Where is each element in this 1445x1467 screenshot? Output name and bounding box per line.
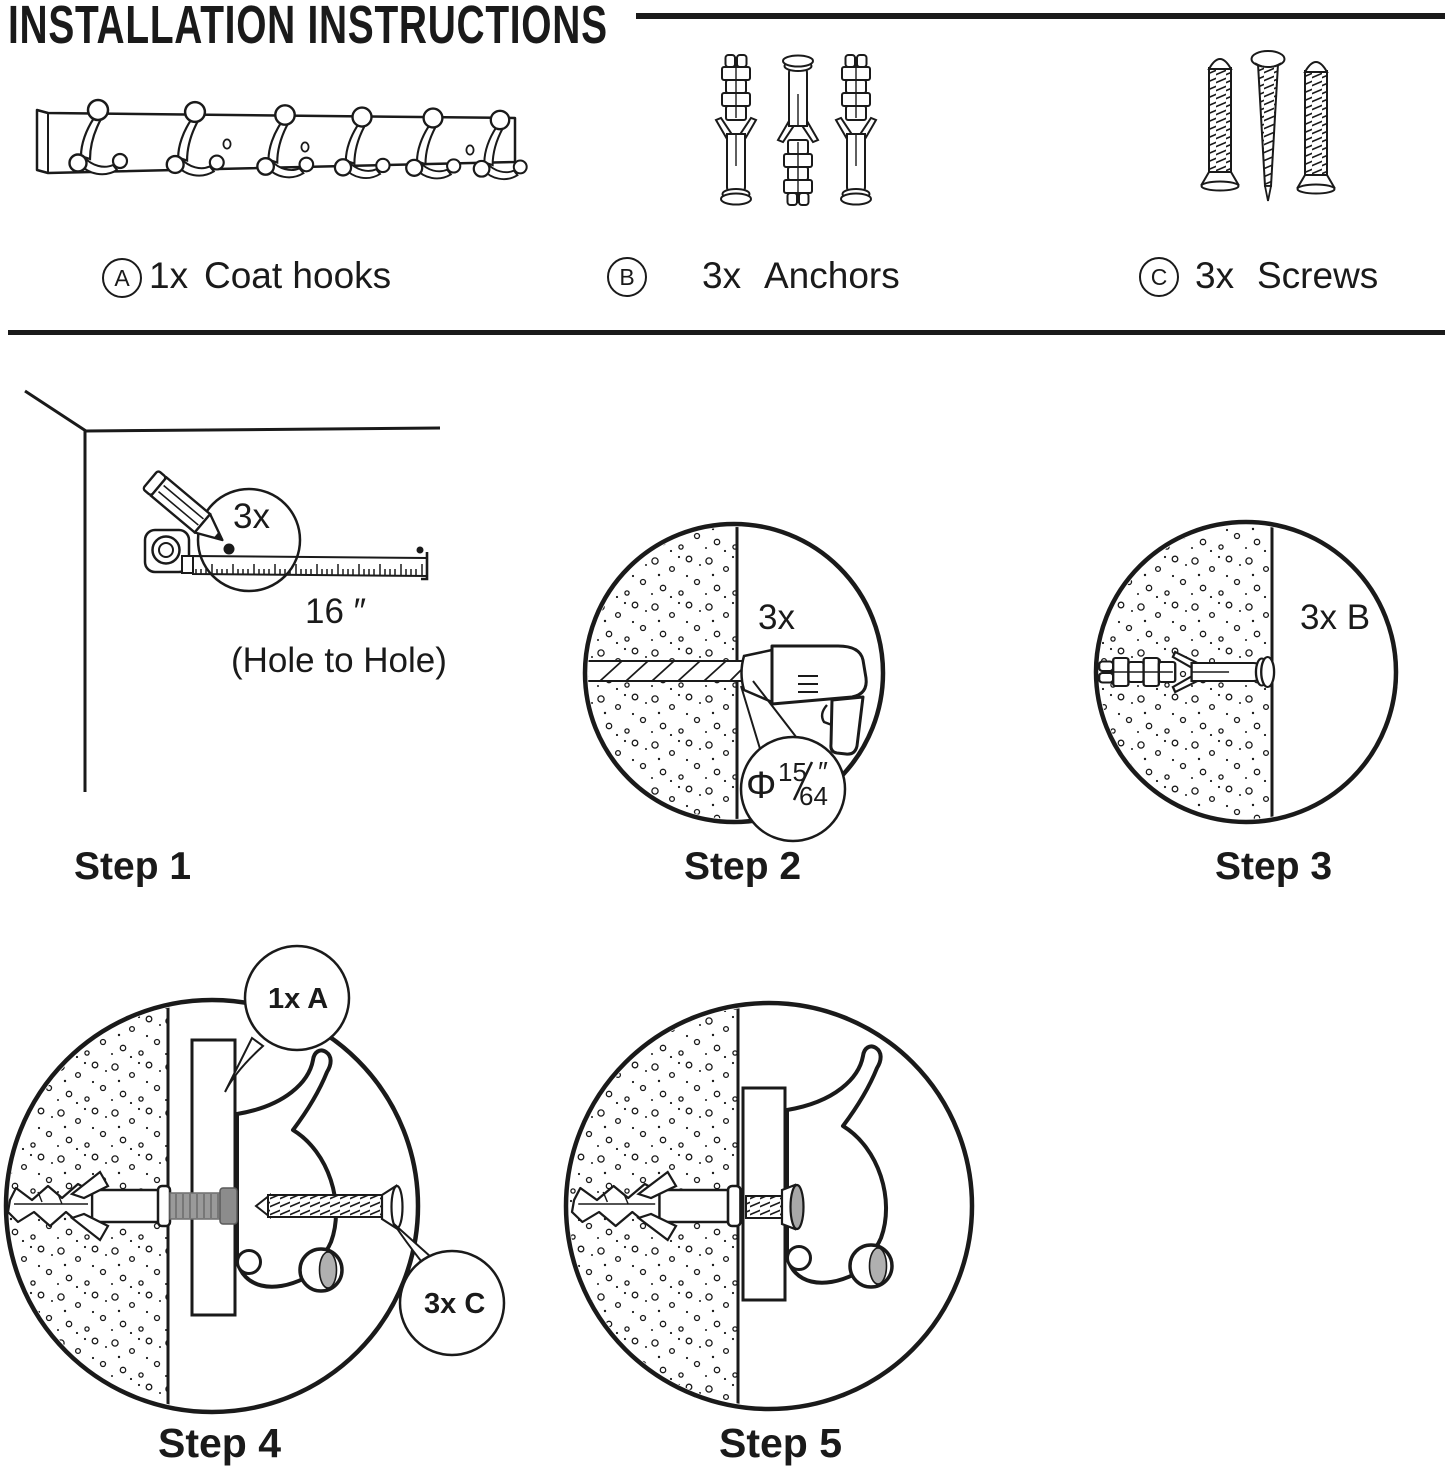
hook-cross-section [237, 1050, 342, 1291]
step2-label: Step 2 [684, 845, 802, 888]
inch-mark: ″ [818, 756, 828, 787]
wall-corner-lines [25, 391, 440, 431]
fraction-denominator: 64 [799, 781, 828, 811]
hook-cross-section-fastened [787, 1046, 892, 1287]
drill-bit [586, 661, 746, 681]
step2-illustration [585, 520, 883, 841]
screw-shank-in-wall [170, 1188, 237, 1224]
step4-illustration [6, 946, 504, 1412]
anchors-drawing [716, 55, 876, 205]
step1-illustration [25, 391, 440, 792]
step1-count: 3x [233, 497, 270, 536]
screws-drawing [1202, 51, 1335, 201]
coat-hooks-drawing [37, 100, 527, 179]
part-b-qty: 3x [702, 255, 742, 296]
screw-head-up [1252, 51, 1285, 201]
hook-back-plate-fastened [743, 1088, 785, 1300]
part-c-letter: C [1150, 263, 1168, 290]
step1-label: Step 1 [74, 845, 192, 888]
part-a-letter: A [114, 264, 130, 291]
diameter-symbol: Φ [746, 765, 777, 807]
part-c-badge [1139, 257, 1179, 297]
second-mark-dot [417, 547, 424, 554]
step4-callout-a: 1x A [268, 983, 329, 1015]
fraction-numerator: 15 [778, 757, 807, 787]
part-c-qty: 3x [1195, 255, 1235, 296]
part-b-name: Anchors [764, 255, 900, 296]
step4-callout-c: 3x C [424, 1288, 486, 1320]
pencil-mark-dot [224, 544, 235, 555]
part-b-letter: B [619, 263, 635, 290]
page-title: INSTALLATION INSTRUCTIONS [8, 0, 608, 55]
step3-label: Step 3 [1215, 845, 1333, 888]
tape-measure [145, 530, 427, 579]
step5-illustration [566, 1002, 972, 1410]
step1-distance: 16 ″ [305, 592, 367, 631]
part-a-name: Coat hooks [204, 255, 392, 296]
step3-illustration [1096, 520, 1396, 824]
part-a-badge [102, 258, 142, 298]
step4-label: Step 4 [158, 1420, 282, 1466]
step2-count: 3x [758, 598, 795, 637]
header-rule [636, 13, 1445, 19]
part-a-qty: 1x [149, 255, 189, 296]
step1-note: (Hole to Hole) [231, 641, 447, 680]
section-divider [8, 330, 1445, 335]
step3-tag: 3x B [1300, 598, 1371, 637]
hook-back-plate [192, 1040, 235, 1315]
part-b-badge [607, 257, 647, 297]
part-c-name: Screws [1257, 255, 1379, 296]
step5-label: Step 5 [719, 1420, 843, 1466]
